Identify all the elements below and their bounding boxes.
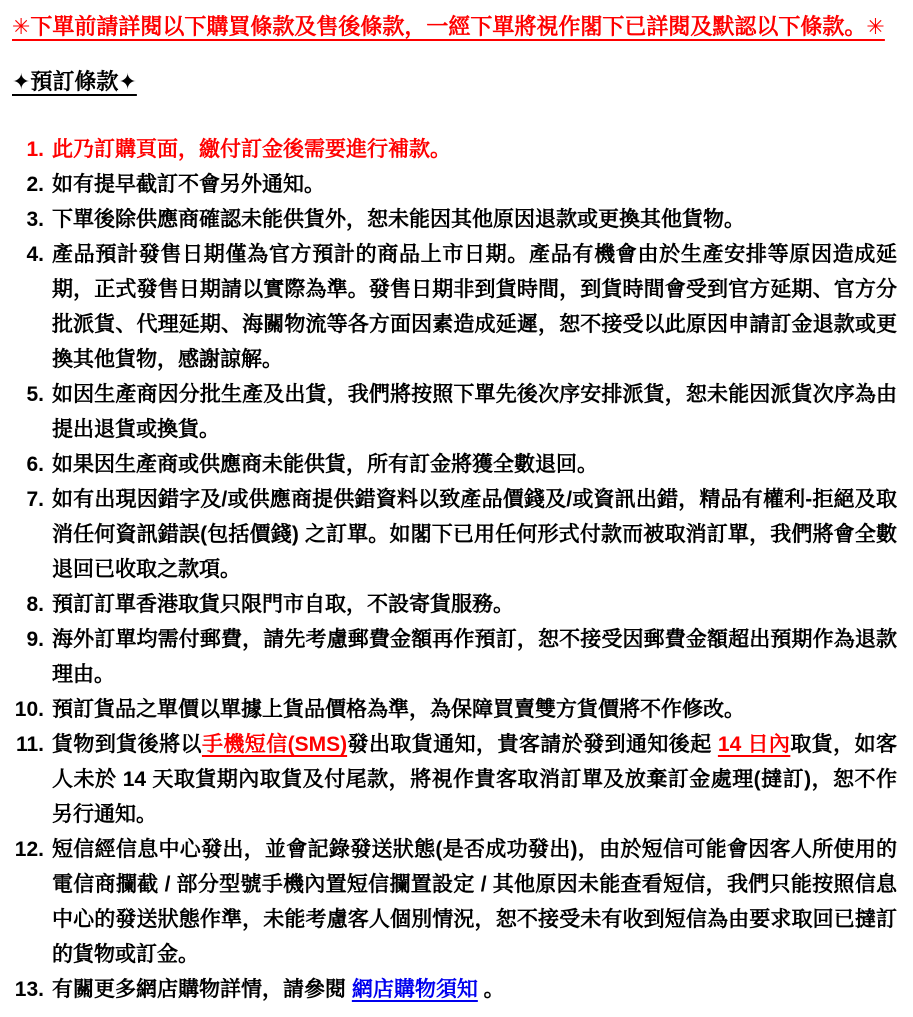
term-text <box>52 727 897 832</box>
purchase-notice-banner: ✳下單前請詳閱以下購買條款及售後條款，一經下單將視作閣下已詳閱及默認以下條款。✳ <box>12 14 885 39</box>
term-number: 6. <box>26 453 44 476</box>
term-number: 10. <box>14 698 44 721</box>
term-text <box>52 132 897 167</box>
term-text-segment: 短信經信息中心發出，並會記錄發送狀態(是否成功發出)，由於短信可能會因客人所使用的電信商攔截 / 部分型號手機內置短信攔置設定 / 其他原因未能查看短信，我們只能按照信息中心的發送狀態作準，未能考慮客人個別情況，恕不接受未有收到短信為由要求取回已撻訂的貨物或訂金。 <box>52 838 897 966</box>
term-text <box>52 167 897 202</box>
term-item <box>6 692 897 727</box>
term-text-segment: 海外訂單均需付郵費，請先考慮郵費金額再作預訂，恕不接受因郵費金額超出預期作為退款理由。 <box>52 628 897 686</box>
term-text <box>52 622 897 692</box>
term-text-segment: 。 <box>477 978 505 1001</box>
term-item <box>6 972 897 1007</box>
term-text-segment: 下單後除供應商確認未能供貨外，恕未能因其他原因退款或更換其他貨物。 <box>52 208 745 231</box>
term-text <box>52 832 897 972</box>
term-item <box>6 237 897 377</box>
section-title: ✦預訂條款✦ <box>12 69 137 94</box>
term-item <box>6 167 897 202</box>
term-text-segment: 發出取貨通知，貴客請於發到通知後起 <box>347 733 718 756</box>
term-item <box>6 132 897 167</box>
term-text-segment: 預訂訂單香港取貨只限門市自取，不設寄貨服務。 <box>52 593 514 616</box>
term-text <box>52 587 897 622</box>
shop-notice-link[interactable]: 網店購物須知 <box>351 978 478 1001</box>
term-text-segment: 貨物到貨後將以 <box>52 733 202 756</box>
term-item <box>6 377 897 447</box>
term-text-segment: 如果因生產商或供應商未能供貨，所有訂金將獲全數退回。 <box>52 453 598 476</box>
term-item <box>6 447 897 482</box>
term-item <box>6 622 897 692</box>
term-text-segment: 如因生產商因分批生產及出貨，我們將按照下單先後次序安排派貨，恕未能因派貨次序為由提出退貨或換貨。 <box>52 383 897 441</box>
term-text-segment: 有關更多網店購物詳情，請參閱 <box>52 978 352 1001</box>
term-text <box>52 482 897 587</box>
term-text-segment: 14 日內 <box>717 733 791 756</box>
term-text <box>52 202 897 237</box>
term-number: 13. <box>14 978 44 1001</box>
term-item <box>6 202 897 237</box>
term-text <box>52 237 897 377</box>
term-text <box>52 972 897 1007</box>
term-number: 12. <box>14 838 44 861</box>
term-item <box>6 727 897 832</box>
term-number: 7. <box>26 488 44 511</box>
term-text-segment: 取貨，如客人未於 14 天取貨期內取貨及付尾款，將視作貴客取消訂單及放棄訂金處理(撻訂)，恕不作另行通知。 <box>52 733 898 826</box>
term-text-segment: 如有出現因錯字及/或供應商提供錯資料以致產品價錢及/或資訊出錯，精品有權利-拒絕及取消任何資訊錯誤(包括價錢) 之訂單。如閣下已用任何形式付款而被取消訂單，我們將會全數退回已收取之款項。 <box>52 488 897 581</box>
term-item <box>6 832 897 972</box>
term-text <box>52 692 897 727</box>
term-text-segment: 手機短信(SMS) <box>201 733 348 756</box>
term-text <box>52 447 897 482</box>
term-text-segment: 產品預計發售日期僅為官方預計的商品上市日期。產品有機會由於生產安排等原因造成延期，正式發售日期請以實際為準。發售日期非到貨時間，到貨時間會受到官方延期、官方分批派貨、代理延期、海關物流等各方面因素造成延遲，恕不接受以此原因申請訂金退款或更換其他貨物，感謝諒解。 <box>52 243 897 371</box>
term-number: 9. <box>26 628 44 651</box>
term-text-segment: 預訂貨品之單價以單據上貨品價格為準，為保障買賣雙方貨價將不作修改。 <box>52 698 745 721</box>
term-number: 3. <box>26 208 44 231</box>
term-text-segment: 此乃訂購頁面，繳付訂金後需要進行補款。 <box>52 138 451 161</box>
term-number: 4. <box>26 243 44 266</box>
term-number: 8. <box>26 593 44 616</box>
term-number: 1. <box>26 138 44 161</box>
term-number: 2. <box>26 173 44 196</box>
term-item <box>6 482 897 587</box>
term-text <box>52 377 897 447</box>
section-title-row <box>6 68 897 116</box>
terms-list <box>6 132 897 1007</box>
term-item <box>6 587 897 622</box>
term-number: 5. <box>26 383 44 406</box>
term-number: 11. <box>15 733 44 756</box>
term-text-segment: 如有提早截訂不會另外通知。 <box>52 173 325 196</box>
